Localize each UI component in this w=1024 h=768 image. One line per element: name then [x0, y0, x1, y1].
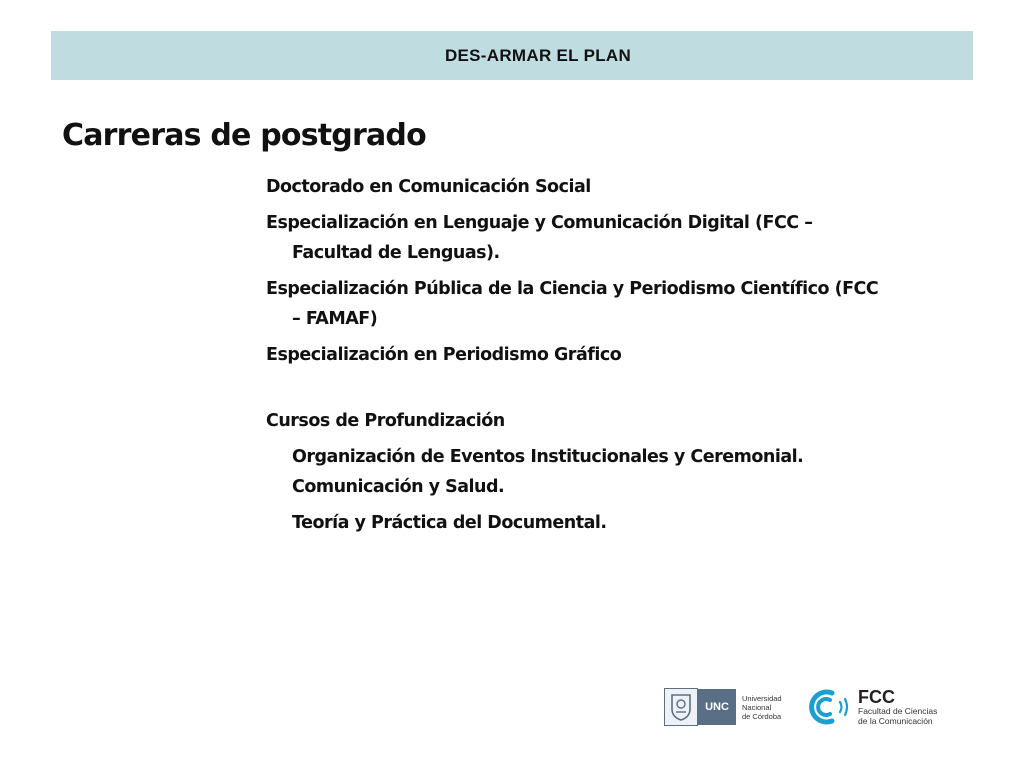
item-esp-periodismo: Especialización en Periodismo Gráfico [266, 345, 622, 365]
header-bar [51, 31, 973, 80]
unc-name-line3: de Córdoba [742, 711, 782, 721]
unc-logo [664, 688, 782, 726]
curso-item-1: Organización de Eventos Institucionales y Ceremonial. [292, 447, 804, 467]
item-esp-publica-line2: – FAMAF) [292, 309, 378, 329]
fcc-logo [806, 686, 937, 728]
unc-name-line1: Universidad [742, 693, 782, 703]
fcc-name-line2: de la Comunicación [858, 716, 933, 726]
item-doctorado: Doctorado en Comunicación Social [266, 177, 591, 197]
curso-item-2: Comunicación y Salud. [292, 477, 505, 497]
curso-item-3: Teoría y Práctica del Documental. [292, 513, 607, 533]
cursos-heading: Cursos de Profundización [266, 411, 505, 431]
fcc-signal-logo-icon [806, 686, 852, 728]
fcc-name [858, 688, 937, 726]
slide-title: Carreras de postgrado [62, 118, 426, 153]
fcc-abbr: FCC [858, 687, 895, 707]
university-shield-icon [664, 688, 698, 726]
item-esp-publica-line1: Especialización Pública de la Ciencia y Periodismo Científico (FCC [266, 279, 879, 299]
item-esp-lenguaje-line2: Facultad de Lenguas). [292, 243, 500, 263]
header-title: DES-ARMAR EL PLAN [444, 45, 632, 65]
item-esp-lenguaje-line1: Especialización en Lenguaje y Comunicación Digital (FCC – [266, 213, 813, 233]
unc-name [742, 694, 782, 721]
unc-abbr: UNC [698, 689, 736, 725]
fcc-name-line1: Facultad de Ciencias [858, 706, 938, 716]
unc-name-line2: Nacional [742, 702, 772, 712]
slide-content [266, 172, 966, 538]
